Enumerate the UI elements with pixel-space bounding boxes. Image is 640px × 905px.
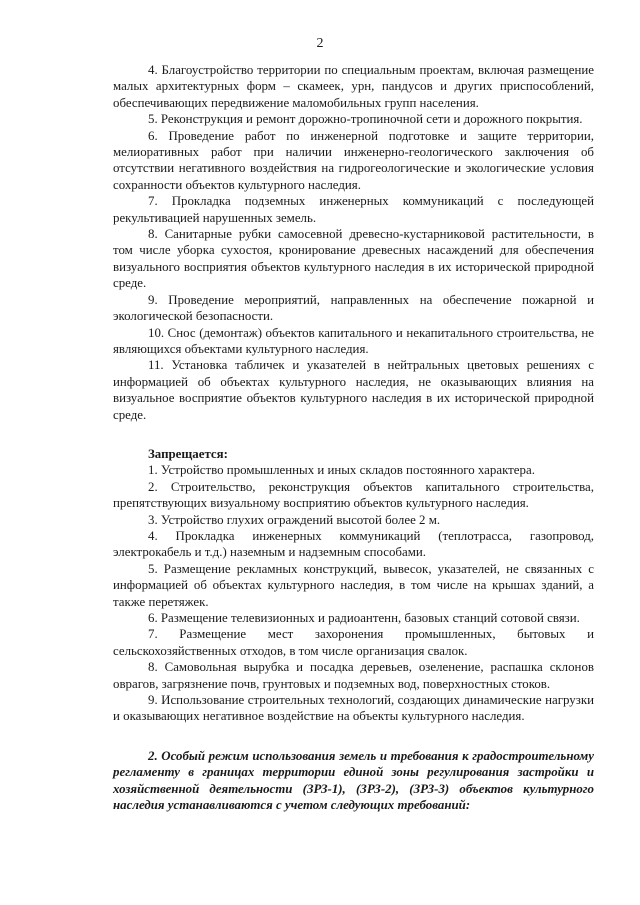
prohibited-item-2: 2. Строительство, реконструкция объектов капитального строительства, препятствующих визуальному восприятию объектов культурного наследия. <box>113 479 594 511</box>
prohibited-list <box>113 462 594 725</box>
permitted-item-7: 7. Прокладка подземных инженерных коммуникаций с последующей рекультивацией нарушенных земель. <box>113 194 594 225</box>
permitted-item-10: 10. Снос (демонтаж) объектов капитального и некапитального строительства, не являющихся объектами культурного наследия. <box>113 325 594 356</box>
prohibited-item-7: 7. Размещение мест захоронения промышленных, бытовых и сельскохозяйственных отходов, в том числе организация свалок. <box>113 627 594 658</box>
permitted-item-8: 8. Санитарные рубки самосевной древесно-кустарниковой растительности, в том числе уборка сухостоя, кронирование древесных насаждений для обеспечения визуального восприятия объектов культурного наследия в их исторической природной среде. <box>113 227 594 291</box>
permitted-item-5: 5. Реконструкция и ремонт дорожно-тропиночной сети и дорожного покрытия. <box>148 112 583 127</box>
prohibited-item-6: 6. Размещение телевизионных и радиоантенн, базовых станций сотовой связи. <box>148 611 580 625</box>
page-number: 2 <box>316 36 324 51</box>
permitted-item-11: 11. Установка табличек и указателей в нейтральных цветовых решениях с информацией об объектах культурного наследия, не оказывающих влияния на визуальное восприятие объектов культурного наследия в их исторической природной среде. <box>113 358 594 422</box>
document-body <box>113 62 594 813</box>
prohibited-item-4: 4. Прокладка инженерных коммуникаций (теплотрасса, газопровод, электрокабель и т.д.) наземным и надземным способами. <box>113 528 594 560</box>
prohibited-item-1: 1. Устройство промышленных и иных складов постоянного характера. <box>148 463 535 478</box>
section-2-heading: 2. Особый режим использования земель и требования к градостроительному регламенту в границах территории единой зоны регулирования застройки и хозяйственной деятельности (ЗРЗ-1), (ЗРЗ-2), (ЗРЗ-3) объектов культурного наследия устанавливаются с учетом следующих требований: <box>113 748 594 813</box>
prohibited-heading: Запрещается: <box>148 446 228 461</box>
permitted-item-6: 6. Проведение работ по инженерной подготовке и защите территории, мелиоративных работ при наличии инженерно-геологического заключения об отсутствии негативного воздействия на гидрогеологические и экологические условия сохранности объектов культурного наследия. <box>113 128 594 192</box>
permitted-list <box>113 62 594 423</box>
prohibited-item-3: 3. Устройство глухих ограждений высотой более 2 м. <box>148 512 441 527</box>
prohibited-item-8: 8. Самовольная вырубка и посадка деревьев, озеленение, распашка склонов оврагов, загрязнение почв, грунтовых и подземных вод, поверхностных стоков. <box>113 660 594 691</box>
section-spacer <box>113 725 594 748</box>
permitted-item-4: 4. Благоустройство территории по специальным проектам, включая размещение малых архитектурных форм – скамеек, урн, пандусов и других приспособлений, обеспечивающих передвижение маломобильных групп населения. <box>113 63 594 110</box>
prohibited-item-9: 9. Использование строительных технологий, создающих динамические нагрузки и оказывающих негативное воздействие на объекты культурного наследия. <box>113 693 594 724</box>
permitted-item-9: 9. Проведение мероприятий, направленных на обеспечение пожарной и экологической безопасности. <box>113 292 594 324</box>
prohibited-item-5: 5. Размещение рекламных конструкций, вывесок, указателей, не связанных с информацией об объектах культурного наследия, в том числе на крышах зданий, а также перетяжек. <box>113 561 594 609</box>
